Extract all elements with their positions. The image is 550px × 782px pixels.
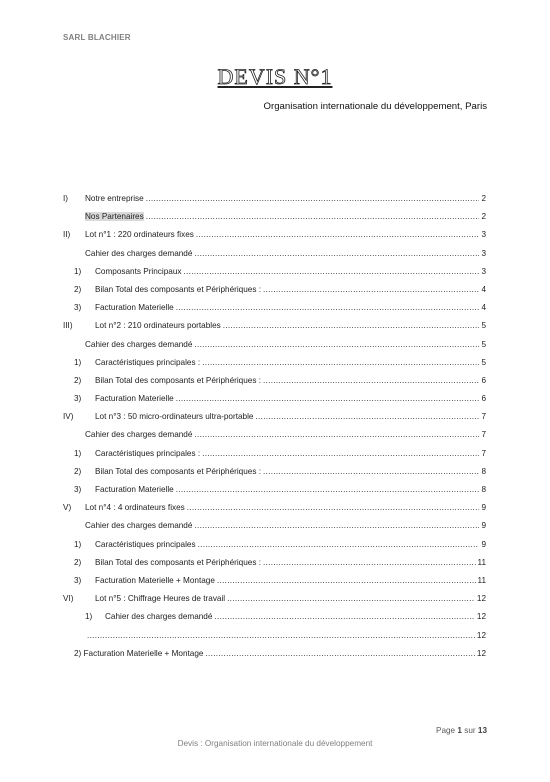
toc-entry[interactable]: [63, 612, 486, 630]
toc-entry-number: 2): [74, 557, 82, 567]
toc-leader-dots: [263, 558, 476, 567]
toc-leader-dots: [176, 303, 480, 312]
toc-entry-number: 3): [74, 575, 82, 585]
toc-leader-dots: [202, 449, 479, 458]
toc-entry[interactable]: [63, 449, 486, 467]
toc-entry[interactable]: [63, 230, 486, 248]
toc-entry-label: Cahier des charges demandé: [105, 612, 213, 622]
toc-leader-dots: [87, 631, 475, 640]
toc-entry-number: V): [63, 503, 72, 513]
toc-entry-label: Facturation Materielle + Montage: [95, 575, 215, 585]
toc-entry[interactable]: [63, 212, 486, 230]
toc-entry-label: Facturation Materielle: [95, 485, 174, 494]
toc-entry-number: 1): [85, 612, 93, 622]
toc-entry-number: 1): [74, 266, 82, 276]
toc-leader-dots: [227, 594, 475, 603]
toc-entry-page: 6: [481, 375, 486, 385]
toc-entry[interactable]: [63, 267, 486, 285]
toc-entry[interactable]: [63, 376, 486, 394]
toc-entry[interactable]: [63, 631, 486, 649]
toc-leader-dots: [183, 267, 479, 276]
toc-entry-page: 7: [481, 412, 486, 422]
toc-entry[interactable]: [63, 285, 486, 303]
toc-entry[interactable]: [63, 194, 486, 212]
toc-entry[interactable]: [63, 503, 486, 521]
toc-entry-number: I): [63, 194, 69, 203]
page-footer: Devis : Organisation internationale du développement: [177, 739, 373, 748]
toc-entry-page: 4: [481, 284, 486, 294]
toc-leader-dots: [202, 358, 479, 367]
toc-leader-dots: [146, 212, 480, 221]
toc-entry-label: Caractéristiques principales: [95, 539, 196, 549]
header-company: SARL BLACHIER: [63, 33, 131, 42]
toc-entry-page: 2: [481, 194, 486, 203]
toc-leader-dots: [194, 340, 479, 349]
toc-entry-label: Lot n°3 : 50 micro-ordinateurs ultra-portable: [95, 412, 254, 422]
toc-leader-dots: [217, 576, 476, 585]
toc-entry-page: 9: [481, 539, 486, 549]
toc-entry-page: 5: [481, 339, 486, 349]
toc-entry-number: IV): [63, 412, 74, 422]
toc-entry-page: 3: [481, 266, 486, 276]
toc-entry-page: 11: [477, 575, 486, 585]
toc-leader-dots: [223, 321, 480, 330]
toc-entry-label: Composants Principaux: [95, 266, 182, 276]
toc-entry-number: III): [63, 321, 73, 331]
toc-entry-number: II): [63, 230, 71, 240]
toc-leader-dots: [196, 230, 480, 239]
toc-entry-label: Cahier des charges demandé: [85, 248, 193, 258]
toc-entry-label: Cahier des charges demandé: [85, 339, 193, 349]
toc-entry-page: 11: [477, 557, 486, 567]
toc-leader-dots: [263, 285, 479, 294]
toc-entry-number: 3): [74, 485, 82, 494]
toc-entry[interactable]: [63, 558, 486, 576]
toc-entry-page: 2: [481, 212, 486, 222]
toc-leader-dots: [205, 649, 474, 658]
toc-entry-page: 5: [481, 357, 486, 367]
toc-leader-dots: [176, 485, 480, 494]
toc-entry-page: 12: [476, 612, 486, 622]
document-subtitle: Organisation internationale du développement, Paris: [263, 101, 487, 112]
toc-entry-label: 2) Facturation Materielle + Montage: [74, 648, 204, 658]
toc-entry[interactable]: [63, 358, 486, 376]
toc-leader-dots: [214, 612, 474, 621]
toc-entry-page: 12: [476, 648, 486, 658]
toc-entry-label: Bilan Total des composants et Périphériques :: [95, 466, 261, 476]
toc-entry-page: 12: [476, 594, 486, 604]
toc-entry-label: Facturation Materielle: [95, 394, 174, 404]
toc-entry-label: Cahier des charges demandé: [85, 430, 193, 440]
toc-entry-page: 9: [481, 503, 486, 513]
toc-entry[interactable]: [63, 303, 486, 321]
toc-entry[interactable]: [63, 394, 486, 412]
toc-entry-number: 1): [74, 357, 82, 367]
toc-entry-label: Lot n°1 : 220 ordinateurs fixes: [85, 230, 194, 240]
toc-entry-number: 1): [74, 539, 82, 549]
toc-entry-page: 5: [481, 321, 486, 331]
toc-entry[interactable]: [63, 430, 486, 448]
toc-entry-page: 8: [481, 466, 486, 476]
toc-entry-page: 6: [481, 394, 486, 404]
toc-entry-label: Lot n°5 : Chiffrage Heures de travail: [95, 594, 226, 604]
toc-entry-number: 3): [74, 303, 82, 313]
toc-entry[interactable]: [63, 467, 486, 485]
toc-entry-label: Lot n°4 : 4 ordinateurs fixes: [85, 503, 185, 513]
toc-entry-label: Caractéristiques principales :: [95, 357, 201, 367]
toc-entry-number: 2): [74, 375, 82, 385]
toc-entry-label: Bilan Total des composants et Périphériques :: [95, 375, 261, 385]
toc-entry[interactable]: [63, 485, 486, 503]
toc-entry[interactable]: [63, 340, 486, 358]
toc-entry-label: Nos Partenaires: [85, 212, 144, 222]
toc-leader-dots: [255, 412, 479, 421]
toc-entry-number: VI): [63, 594, 74, 604]
toc-entry[interactable]: [63, 540, 486, 558]
toc-entry-number: 2): [74, 466, 82, 476]
toc-leader-dots: [187, 503, 480, 512]
toc-entry[interactable]: [63, 521, 486, 539]
toc-entry-page: 8: [481, 485, 486, 494]
toc-leader-dots: [176, 394, 480, 403]
toc-entry[interactable]: [63, 321, 486, 339]
toc-entry[interactable]: [63, 249, 486, 267]
toc-entry-label: Facturation Materielle: [95, 303, 174, 313]
toc-leader-dots: [263, 376, 479, 385]
toc-entry-number: 1): [74, 448, 82, 458]
toc-leader-dots: [146, 194, 480, 203]
toc-entry[interactable]: [63, 649, 486, 667]
toc-entry-label: Notre entreprise: [85, 194, 144, 203]
toc-entry-label: Lot n°2 : 210 ordinateurs portables: [95, 321, 221, 331]
toc-entry-page: 3: [481, 248, 486, 258]
toc-entry-label: Bilan Total des composants et Périphériques :: [95, 284, 261, 294]
toc-leader-dots: [194, 249, 479, 258]
toc-entry-label: Cahier des charges demandé: [85, 521, 193, 531]
toc-entry-label: Caractéristiques principales :: [95, 448, 201, 458]
document-title: DEVIS N°1: [217, 64, 333, 89]
toc-entry[interactable]: [63, 594, 486, 612]
toc-entry-page: 3: [481, 230, 486, 240]
toc-entry-number: 3): [74, 394, 82, 404]
toc-entry-page: 9: [481, 521, 486, 531]
toc-entry-label: Bilan Total des composants et Périphériques :: [95, 557, 261, 567]
toc-entry-page: 7: [481, 448, 486, 458]
toc-entry-page: 12: [476, 630, 486, 640]
toc-leader-dots: [198, 540, 480, 549]
table-of-contents: [63, 194, 486, 667]
toc-leader-dots: [194, 521, 479, 530]
toc-entry-number: 2): [74, 284, 82, 294]
toc-entry-page: 7: [481, 430, 486, 440]
page-number: Page 1 sur 13: [435, 726, 487, 735]
toc-entry[interactable]: [63, 412, 486, 430]
toc-leader-dots: [194, 430, 479, 439]
toc-entry[interactable]: [63, 576, 486, 594]
toc-leader-dots: [263, 467, 479, 476]
toc-entry-page: 4: [481, 303, 486, 313]
